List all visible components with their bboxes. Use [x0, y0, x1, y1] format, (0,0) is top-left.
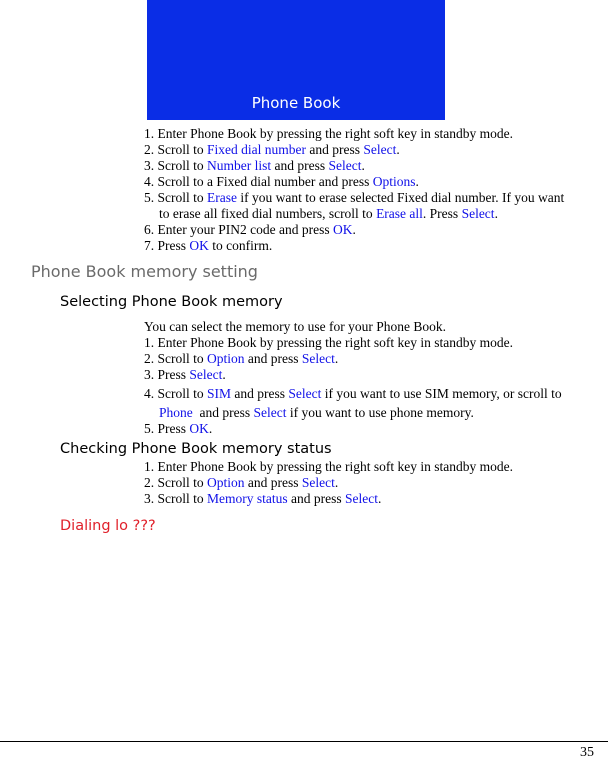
section-title: Phone Book memory setting — [31, 262, 258, 281]
selecting-intro: You can select the memory to use for your Phone Book. — [144, 319, 446, 334]
banner-title: Phone Book — [251, 94, 341, 112]
step-6: 6. Enter your PIN2 code and press OK. — [144, 222, 356, 237]
checking-heading: Checking Phone Book memory status — [60, 441, 332, 457]
step-4: 4. Scroll to a Fixed dial number and press Options. — [144, 174, 419, 189]
selecting-heading: Selecting Phone Book memory — [60, 294, 283, 310]
page-number: 35 — [580, 745, 594, 760]
dialing-heading: Dialing lo ??? — [60, 518, 156, 534]
selecting-step-1: 1. Enter Phone Book by pressing the right soft key in standby mode. — [144, 335, 513, 350]
step-3: 3. Scroll to Number list and press Select. — [144, 158, 365, 173]
checking-step-2: 2. Scroll to Option and press Select. — [144, 475, 339, 490]
checking-step-1: 1. Enter Phone Book by pressing the right soft key in standby mode. — [144, 459, 513, 474]
phone-book-banner — [147, 0, 445, 120]
checking-step-3: 3. Scroll to Memory status and press Select. — [144, 491, 382, 506]
selecting-step-5: 5. Press OK. — [144, 421, 213, 436]
step-5: 5. Scroll to Erase if you want to erase selected Fixed dial number. If you want — [144, 190, 565, 205]
checking-steps — [144, 459, 513, 507]
step-7: 7. Press OK to confirm. — [144, 238, 273, 253]
step-5-continued: to erase all fixed dial numbers, scroll to Erase all. Press Select. — [159, 206, 498, 221]
step-1: 1. Enter Phone Book by pressing the right soft key in standby mode. — [144, 126, 513, 141]
footer-rule — [0, 741, 608, 742]
selecting-step-2: 2. Scroll to Option and press Select. — [144, 351, 339, 366]
step-2: 2. Scroll to Fixed dial number and press Select. — [144, 142, 400, 157]
selecting-step-3: 3. Press Select. — [144, 367, 226, 382]
selecting-steps — [144, 319, 562, 437]
fixed-dial-steps — [144, 126, 564, 254]
selecting-step-4-continued: Phone and press Select if you want to use phone memory. — [159, 405, 474, 420]
selecting-step-4: 4. Scroll to SIM and press Select if you want to use SIM memory, or scroll to — [144, 386, 562, 401]
